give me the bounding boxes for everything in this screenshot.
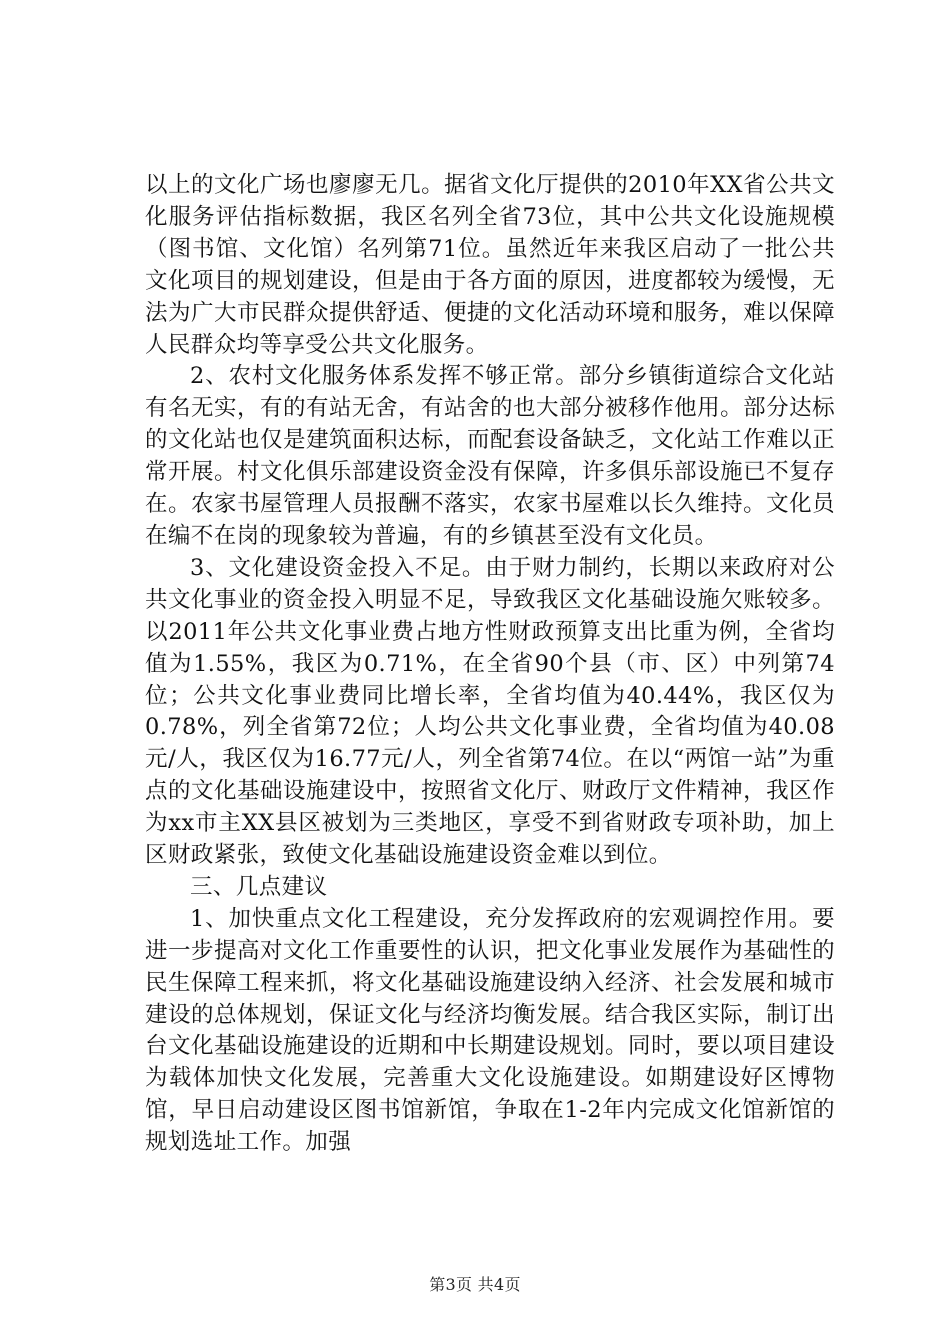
- section-heading-suggestions: 三、几点建议: [190, 873, 328, 900]
- document-body: [145, 170, 835, 1159]
- paragraph-funding-shortage: 3、文化建设资金投入不足。由于财力制约，长期以来政府对公共文化事业的资金投入明显不足，导致我区文化基础设施欠账较多。以2011年公共文化事业费占地方性财政预算支出比重为例，全省均值为1.55%，我区为0.71%，在全省90个县（市、区）中列第74位；公共文化事业费同比增长率，全省均值为40.44%，我区仅为0.78%，列全省第72位；人均公共文化事业费，全省均值为40.08元/人，我区仅为16.77元/人，列全省第74位。在以“两馆一站”为重点的文化基础设施建设中，按照省文化厅、财政厅文件精神，我区作为xx市主XX县区被划为三类地区，享受不到省财政专项补助，加上区财政紧张，致使文化基础设施建设资金难以到位。: [145, 554, 835, 869]
- paragraph-culture-facilities: 以上的文化广场也廖廖无几。据省文化厅提供的2010年XX省公共文化服务评估指标数据，我区名列全省73位，其中公共文化设施规模（图书馆、文化馆）名列第71位。虽然近年来我区启动了一批公共文化项目的规划建设，但是由于各方面的原因，进度都较为缓慢，无法为广大市民群众提供舒适、便捷的文化活动环境和服务，难以保障人民群众均等享受公共文化服务。: [145, 172, 835, 358]
- page-number-footer: 第3页 共4页: [429, 1275, 521, 1294]
- paragraph-rural-service-system: 2、农村文化服务体系发挥不够正常。部分乡镇街道综合文化站有名无实，有的有站无舍，有站舍的也大部分被移作他用。部分达标的文化站也仅是建筑面积达标，而配套设备缺乏，文化站工作难以正常开展。村文化俱乐部建设资金没有保障，许多俱乐部设施已不复存在。农家书屋管理人员报酬不落实，农家书屋难以长久维持。文化员在编不在岗的现象较为普遍，有的乡镇甚至没有文化员。: [145, 363, 835, 549]
- paragraph-key-projects: 1、加快重点文化工程建设，充分发挥政府的宏观调控作用。要进一步提高对文化工作重要性的认识，把文化事业发展作为基础性的民生保障工程来抓，将文化基础设施建设纳入经济、社会发展和城市建设的总体规划，保证文化与经济均衡发展。结合我区实际，制订出台文化基础设施建设的近期和中长期建设规划。同时，要以项目建设为载体加快文化发展，完善重大文化设施建设。如期建设好区博物馆，早日启动建设区图书馆新馆，争取在1-2年内完成文化馆新馆的规划选址工作。加强: [145, 905, 835, 1156]
